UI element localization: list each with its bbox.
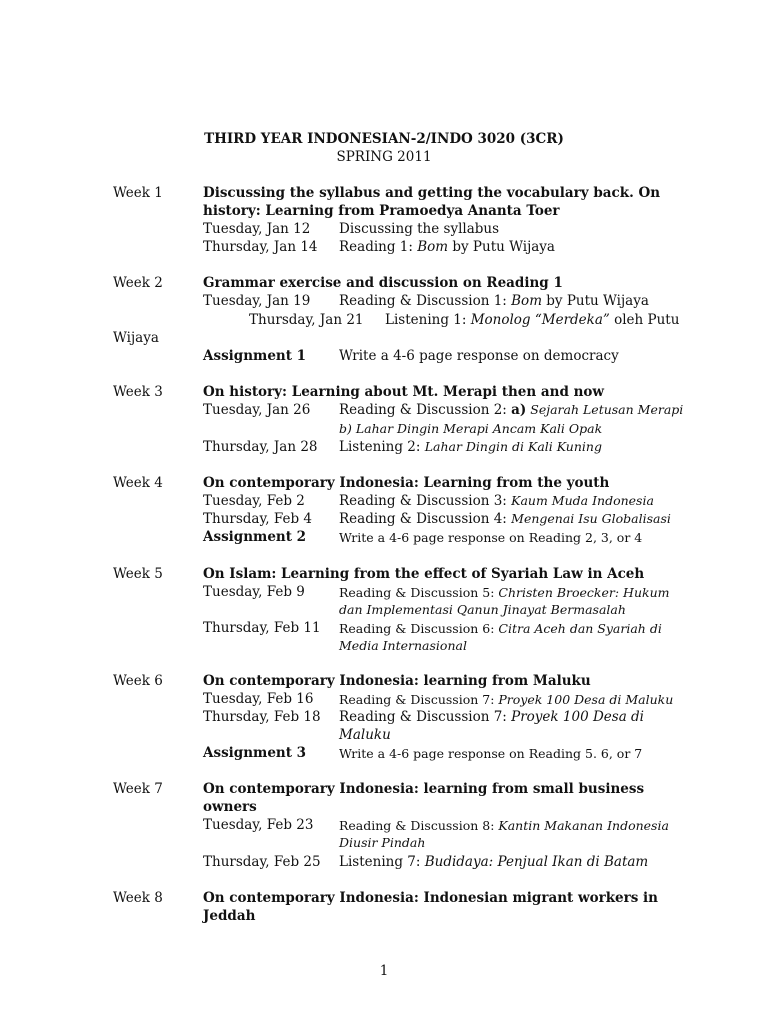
document-title: THIRD YEAR INDONESIAN-2/INDO 3020 (3CR) (204, 131, 564, 147)
assignment-text: Write a 4-6 page response on Reading 5. 6, or 7 (339, 746, 643, 761)
session-date: Thursday, Jan 28 (203, 439, 318, 455)
assignment-label: Assignment 2 (203, 529, 307, 545)
week-topic: On Islam: Learning from the effect of Syariah Law in Aceh (203, 566, 645, 582)
week-label: Week 6 (113, 673, 163, 689)
reading-title: Bom (417, 239, 449, 255)
reading-title: Citra Aceh dan Syariah di (498, 621, 662, 636)
week-topic: On contemporary Indonesia: Learning from the youth (203, 475, 610, 491)
week-topic: Discussing the syllabus and getting the vocabulary back. On (203, 185, 661, 201)
session-date: Thursday, Feb 25 (203, 854, 321, 870)
week-topic: On contemporary Indonesia: Indonesian migrant workers in (203, 890, 658, 906)
session-activity: Reading & Discussion 1: Bom by Putu Wijaya (339, 293, 649, 309)
week-label: Week 5 (113, 566, 163, 582)
reading-title: Kaum Muda Indonesia (511, 493, 654, 508)
reading-title: Monolog “Merdeka” (470, 312, 610, 328)
week-label: Week 1 (113, 185, 163, 201)
session-activity: Reading & Discussion 7: Proyek 100 Desa di (339, 709, 644, 725)
assignment-label: Assignment 3 (203, 745, 307, 761)
reading-title: b) Lahar Dingin Merapi Ancam Kali Opak (339, 421, 603, 436)
session-date: Tuesday, Feb 16 (203, 691, 314, 707)
session-date: Tuesday, Jan 12 (203, 221, 311, 237)
session-date: Thursday, Feb 11 (203, 620, 321, 636)
week-topic: Grammar exercise and discussion on Reading 1 (203, 275, 563, 291)
session-activity: Discussing the syllabus (339, 221, 500, 237)
session-activity: Reading & Discussion 7: Proyek 100 Desa di Maluku (339, 692, 674, 707)
week-label: Week 4 (113, 475, 163, 491)
week-topic: Jeddah (203, 908, 256, 924)
reading-title: Maluku (339, 727, 391, 743)
session-activity: Listening 1: Monolog “Merdeka” oleh Putu (385, 312, 680, 328)
week-topic: On history: Learning about Mt. Merapi then and now (203, 384, 605, 400)
week-label: Week 7 (113, 781, 163, 797)
week-label: Week 2 (113, 275, 163, 291)
session-activity: Reading & Discussion 4: Mengenai Isu Globalisasi (339, 511, 671, 527)
week-label: Week 8 (113, 890, 163, 906)
reading-title: Lahar Dingin di Kali Kuning (424, 439, 602, 454)
week-label: Week 3 (113, 384, 163, 400)
reading-title: Budidaya: Penjual Ikan di Batam (424, 854, 649, 870)
session-date: Tuesday, Feb 23 (203, 817, 314, 833)
reading-title: dan Implementasi Qanun Jinayat Bermasalah (339, 602, 626, 617)
session-date: Tuesday, Jan 19 (203, 293, 311, 309)
session-activity: Reading & Discussion 8: Kantin Makanan Indonesia (339, 818, 669, 833)
session-activity: Reading & Discussion 5: Christen Broecker: Hukum (339, 585, 670, 600)
week-topic: history: Learning from Pramoedya Ananta Toer (203, 203, 560, 219)
reading-title: Proyek 100 Desa di (511, 709, 644, 725)
session-date: Tuesday, Feb 9 (203, 584, 305, 600)
session-date: Tuesday, Feb 2 (203, 493, 305, 509)
session-activity: Reading 1: Bom by Putu Wijaya (339, 239, 555, 255)
session-activity: Reading & Discussion 6: Citra Aceh dan Syariah di (339, 621, 662, 636)
session-activity-wrap: Wijaya (113, 330, 159, 346)
assignment-text: Write a 4-6 page response on democracy (339, 348, 619, 364)
session-date: Thursday, Jan 14 (203, 239, 318, 255)
session-date: Tuesday, Jan 26 (203, 402, 311, 418)
reading-title: Mengenai Isu Globalisasi (511, 511, 671, 526)
reading-title: Bom (511, 293, 542, 309)
reading-title: Diusir Pindah (339, 835, 426, 850)
assignment-text: Write a 4-6 page response on Reading 2, 3, or 4 (339, 530, 643, 545)
session-date: Thursday, Feb 18 (203, 709, 321, 725)
session-activity: Reading & Discussion 2: a) Sejarah Letusan Merapi (339, 402, 684, 418)
reading-title: Christen Broecker: Hukum (498, 585, 670, 600)
week-topic: On contemporary Indonesia: learning from Maluku (203, 673, 591, 689)
week-topic: owners (203, 799, 257, 815)
term-label: SPRING 2011 (336, 149, 432, 165)
session-date: Thursday, Jan 21 (249, 312, 364, 328)
assignment-label: Assignment 1 (203, 348, 307, 364)
session-activity: Listening 7: Budidaya: Penjual Ikan di Batam (339, 854, 649, 870)
reading-title: Sejarah Letusan Merapi (526, 402, 684, 417)
reading-title: Kantin Makanan Indonesia (498, 818, 669, 833)
session-date: Thursday, Feb 4 (203, 511, 313, 527)
week-topic: On contemporary Indonesia: learning from small business (203, 781, 645, 797)
page-number: 1 (379, 963, 389, 979)
session-activity: Listening 2: Lahar Dingin di Kali Kuning (339, 439, 602, 455)
session-activity: Reading & Discussion 3: Kaum Muda Indonesia (339, 493, 654, 509)
reading-title: Media Internasional (339, 638, 467, 653)
reading-title: Proyek 100 Desa di Maluku (498, 692, 674, 707)
